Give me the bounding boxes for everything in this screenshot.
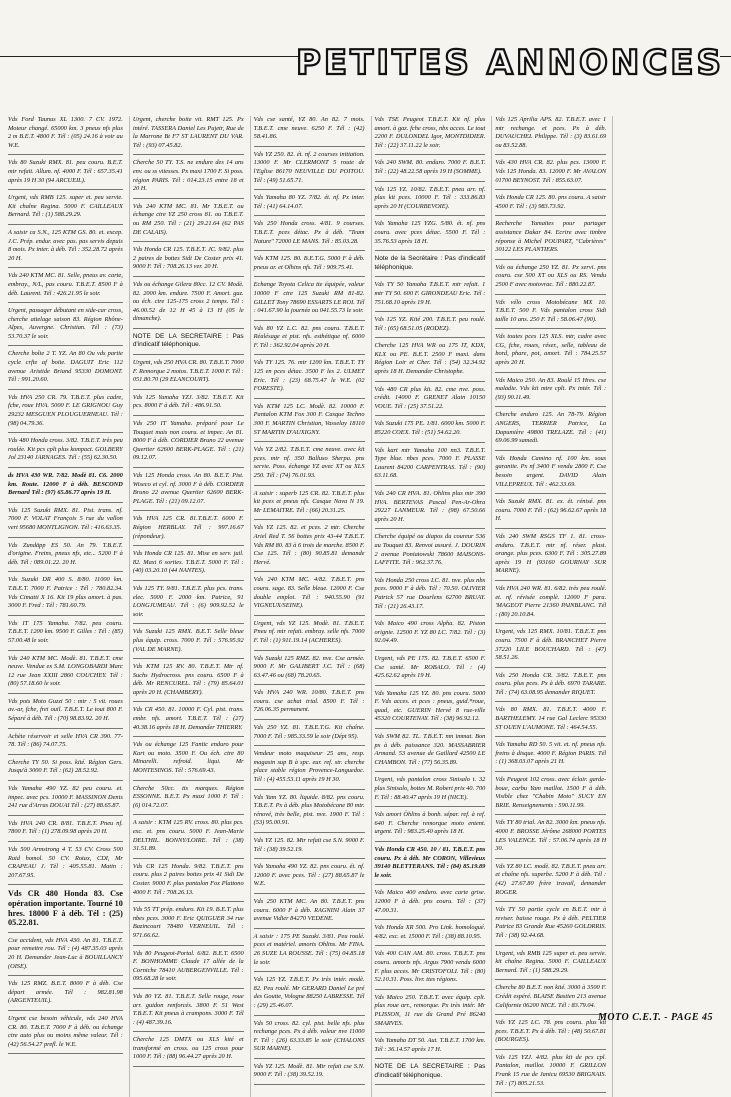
classified-ad: Cherche boîte 2 T. YZ. An 80 Ou vds partie cycle crfte af boite. DAGUIT Eric 112 avenue Aristide Briand 95330 DOMONT. Tél : 991.20.60. xyxy=(8,350,123,389)
classified-ad: Vds 80 Peugeot-Portal. 6/82. B.E.T. 6500 F. BONHOMME Claude 17 allée de la Corniche 78410 AUBERGENVILLE. Tél : 095.68.28 le soir. xyxy=(133,950,244,989)
classified-ad: Vds 125 YZ. Kité 200. T.B.E.T. peu roulé. Tél : (65) 68.51.05 (RODEZ). xyxy=(375,316,486,338)
classified-ad: Vds YZ 125. Modè. 81. Mtr refait cse S.N. 9000 F. Tél : (38) 39.52.19. xyxy=(254,1063,365,1085)
classified-ad: Vds TY 125. 76. mtr 1200 km. T.B.E.T. TY 125 en pces détac. 3500 F les 2. ULMET Eric. Tél : (23) 68.75.47 le W.E. (02 FORESTE). xyxy=(254,359,365,398)
classified-ad: Vds Yamaha 125 YZG. 5/80. ét. nf. pns couru. avec pces détac. 5500 F. Tél : 35.76.53 après 18 H. xyxy=(375,220,486,251)
classified-ad: Vds Suzuki DR 400 S. 8/80. 11000 km. T.B.E.T. 7000 F. Patrice : Tél : 780.82.34. Vds Cimatti X 16. Kit 19 plus amort. à pas. 3000 F. Fred : Tél : 781.60.79. xyxy=(8,576,123,615)
classified-ad: Vds YZ 250. 82. ét. nf. 2 courses initiation. 13000 F. Mr CLERMONT 5 route de l'Eglise 86170 NEUVILLE DU POITOU. Tél : (49) 51.65.71. xyxy=(254,151,365,190)
classified-ad: Vds 250 IT Yamaha. préparé pour Le Touquet mais non couru. et impec. An 81. 8000 F à déb. CORDIER Bruno 22 avenue Quertier 62600 BERK-PLAGE. Tél : (21) 09.12.07. xyxy=(133,420,244,468)
classified-ad: Vds CR 450. 81. 10000 F. Cyl. pist. trans. embr. nfs. amort. T.B.E.T. Tél : (27) 40.38.16 après 18 H. Demander THIERRY. xyxy=(133,706,244,737)
classified-ad: Vds 480 Honda cross. 3/82. T.B.E.T. très peu roulée. Kit pcs cplt plus kompact. GOLBERY Jol 23140 JARNAGES. Tél : (55) 62.30.50. xyxy=(8,437,123,468)
classified-ad: Vds 125 Yamaha YZJ. 3/82. T.B.E.T. Kit pcs. 8000 F à déb. Tél : 486.91.50. xyxy=(133,394,244,416)
classified-ad: Vds 50 cross. 82. cyl. pist. belle nfs. plus rechange pces. Px à déb. valeur nve 11000 F. Tél : (26) 63.33.85 le soir (CHALONS SUR MARNE). xyxy=(254,1020,365,1059)
classified-ad: Vds 125 YZJ. 4/82. plus kit de pcs cpl. Pantalon, maillot. 10000 F. GRILLON Frank 15 rue de Janicu 69530 BRIGNAIS. Tél : (7) 805.21.53. xyxy=(495,1054,606,1093)
classified-ad: Vds 430 HVA CR. 82. plus pcs. 13000 F. Vds 125 Honda. 83. 12000 F. Mr AVALON 01700 BEYNOST. Tél : 855.63.07. xyxy=(495,159,606,190)
classified-ad: Cherche 125 DMTX ou XLS kité et transformé en cross. ou 125 cross pour 1000 F. Tél : (88) 96.44.27 après 20 H. xyxy=(133,1036,244,1067)
classified-ad: Vds CR 125 Honda. 9/82. T.B.E.T. pns couru. plus 2 paires bottes prix 41 Sidi De Coster. 9000 F. plus pantalon Fox Plattono 4000 F. Tél : 708.26.13. xyxy=(133,863,244,902)
classified-ad: Vds Honda CR 450. 10 / 81. T.B.E.T. pns couru. Px à déb. Mr CORON, Villevieux 39140 BLETTERANS. Tél : (84) 85.19.89 le soir. xyxy=(375,846,486,885)
classified-ad: Urgent, cherche boite vit. RMT 125. Px intéré. TASSERA Daniel Les Pujetr, Rue de la Marrone Bt F7 ST LAURENT DU VAR. Tél : (93) 07.45.82. xyxy=(133,116,244,155)
classified-ad: Vds Honda Camino nf. 100 km. sous garantie. Px nf 3400 F vendu 2800 F. Cse besoin argent. DAVID Alain VILLEPREUX. Tél : 462.33.69. xyxy=(495,455,606,494)
classified-ad: Vds 125 YZ. T.B.E.T. Px très intér. modè. 82. Peu roulé. Mr GERARD Daniel Le pré des Goutte, Vologne 88250 LABRESSE. Tél : (29) 25.46.07. xyxy=(254,976,365,1015)
classified-ad: Vds 250 Honda CR. 3/82. T.B.E.T. pns couru. plus pces. Px à déb. 6970 TARARE. Tél : (74) 63.08.95 demander RIQUET. xyxy=(495,672,606,703)
section-title xyxy=(296,30,724,90)
secretary-note: NOTE DE LA SECRETAIRE : Pas d'indicatif téléphonique. xyxy=(133,333,244,355)
classified-ad: Vds Yamaha 490 YZ. 82. pns couru. ét. nf. 12000 F. avec pces. Tél : (27) 88.65.87 le W.E. xyxy=(254,863,365,894)
classified-ad: Vds Maico 400 enduro. avec carte grise. 12000 F à déb. pns couru. Tél : (37) 47.00.31. xyxy=(375,889,486,920)
classified-ad: Vds 80 YZ. 81. T.B.E.T. Selle rouge, roue arr. guidon renforcés. 3800 F. 51 West T.B.E.T. Kit pneus à crampons. 3000 F. Tél : (4) 487.39.16. xyxy=(133,993,244,1032)
classified-ad: Vds Yamaha 125 YZ. 80. pns couru. 5000 F. Vds acces. et pces : pneus, guid.*roue, quad, etc. GUERIN Hervé 8 rue-ville 45320 COURTENAY. Tél : (38) 96.92.12. xyxy=(375,690,486,729)
classified-ad: Cherche 125 HVA WR ou 175 IT, KDX, KLX ou PE. B.E.T. 2500 F maxi. dans Région Loir et Cher. Tél : (54) 32.34.92 après 18 H. Demander Christophe. xyxy=(375,342,486,381)
classified-ad: Vds 240 CR HVA. 81. Ohlins plus mtr 390 HVA. BERTEVAS Pascal Pen-Ar-Ohra 29227 LANMEUR. Tél : (98) 67.50.66 après 20 H. xyxy=(375,490,486,529)
classified-ad: Vds HVA 240 WR. 81. 6/82. très peu roulé. et. nf. révisée complè. 12000 F para. 'MAGEOT Pierre 21360 PAINBLANC. Tél : (80) 20.10.84. xyxy=(495,585,606,624)
classified-ad: ds HVA 430 WR. 7/82. Modè 81. C6. 2000 km. Route. 12000 F à déb. BESCOND Bernard Tél : (97) 65.86.77 après 19 H. xyxy=(8,472,123,503)
classified-ad: Vds Zundäpp ES 50. An 79. T.B.E.T. d'origine. Freins, pneus nfs, etc... 5200 F à déb. Tél : 089.01.22. 20 H. xyxy=(8,542,123,573)
classified-ad: Cherche 50 TY. T.S. ne endure des 14 ans env. ou ss vitesses. Px maxi 1700 F. Si poss. région PARIS. Tél : 014.23.15 entre 18 et 20 H. xyxy=(133,159,244,198)
classified-ad: Urgent, vds YZ 125. Modè. 81. T.B.E.T. Pneu nf. mtr refait. embray. selle nfs. 7000 F. Tél : (1) 911.19.14 (ACHERES). xyxy=(254,620,365,651)
classified-ad: Vds KTM 125 RV. 80. T.B.E.T. Mtr nf. Suchs Hydrocross. pns couru. 6500 F à déb. Mr RENCUREL. Tél : (79) 85.64.01 après 20 H. (CHAMBERY). xyxy=(133,663,244,702)
classified-ad: Vds Yamaha 80 YZ. 7/82. ét. nf. Px inter. Tél : (41) 64.14.07. xyxy=(254,194,365,216)
classified-ad: Vds 500 Armstrong 4 T. 53 CV. Cross 500 Raid homol. 50 CV. Rotax, CDI, Mr CRAPEAU J. Tél : 405.55.81. Matin : 207.67.95. xyxy=(8,846,123,885)
classified-ad: Vds ou échange Gilera 80cc. 12 CV. Modè. 82. 2000 km. endure. 7500 F. Amort. gaz. ou éch. ctre 125-175 cross 2 temps. Tél : 46.00.52 de 12 H 45 à 13 H (05 le dimanche). xyxy=(133,281,244,329)
classified-ad: Cherche enduro 125. An 78-79. Région ANGERS, TERRIER Patrice, La Dapumière 49800 TRELAZE. Tél : (41) 69.06.99 samedi. xyxy=(495,411,606,450)
classified-ad: Vds Yamaha RD 50. 5 vit. et. nf. pneus nfs. freins à disque. 4000 F. Région PARIS. Tél : (1) 368.03.07 après 21 H. xyxy=(495,741,606,772)
classified-ad: Vds HVA 250 CR. 79. T.B.E.T. plus cadre, fche, roue HVA. 5000 F. LE GRIGNOU Guy 29232 MESGUEN PLOUGUERNEAU. Tél : (98) 04.79.36. xyxy=(8,394,123,433)
ads-column-6 xyxy=(612,116,727,1097)
classified-ad: Vds HVA 240 WR. 10/80. T.B.E.T. pns couru. cse achat trial. 8500 F. Tél : 726.06.35 permanent. xyxy=(254,689,365,720)
classified-ad: Vds 125 Honda cross. An 80. B.E.T. Pist. Wiseco et cyl. nf. 3000 F à déb. CORDIER Bruno 22 avenue Quertier 62600 BERK-PLAGE. Tél : (21) 09.12.07. xyxy=(133,472,244,511)
classified-ad: Urgent, passager débutant en side-car cross, cherche attelage saison 83. Région Rhône-Alpes, Auvergne. Christian. Tél : (73) 53.70.37 le soir. xyxy=(8,307,123,346)
secretary-note: Note de la Secrétaire : Pas d'indicatif téléphonique. xyxy=(375,255,486,277)
classified-ad: Vds Ford Taunus XL 1300. 7 CV. 1972. Moteur changé. 65000 km. 3 pneus nfs plus 2 m B.E.T. 4800 F. Tél : (05) 24.16 à voir au W.E. xyxy=(8,116,123,155)
classified-ad: Vds Suzuki 175 PE. 1/81. 6000 km. 5000 F. 85220 COEX. Tél : (51) 54.62.20. xyxy=(375,420,486,442)
classified-ad: Vds Honda 250 cross LC. 81. nve. plus nbx pces. 9000 F à déb. Tél : 70.50. OLIVIER Patrick 57 rue Dourlens 62700 BRUAY. Tél : (21) 26.43.17. xyxy=(375,577,486,616)
classified-ad: Vds Peugeot 102 cross. avec éclair. garde-boue, carbu Yam maillot. 1500 F à déb. Visible chez "Chabin Moto" SUCY EN BRIE. Renseignements : 590.11.99. xyxy=(495,776,606,815)
classified-ad: Vds YZ 125. 82. et pces. 2 mtr. Cherche Ariel Red T. 56 bottes prix 43-44 T.B.E.T. Vds RM 80. 83 à 6 trois de marche. 8500 F. Cse 125. Tél : (80) 90.85.81 demande Hervé. xyxy=(254,524,365,572)
classified-ad: Vds 125 YZ. 10/82. T.B.E.T. pneu arr. nf. plus kit pces. 10000 F. Tél : 333.86.83 après 20 H (COURBEVOIE). xyxy=(375,186,486,217)
classified-ad: Vds 240 SWM. 80. enduro. 7000 F. B.E.T. Tél : (22) 48.22.58 après 19 H (SOMME). xyxy=(375,159,486,181)
classified-ad: Vendeur moto maquiseur 25 ans, resp. magasin sup B à spc. eur. ref. str. cherche place stable région Provence-Languedoc. Tél : (4) 455.53.11 après 19 H 30. xyxy=(254,750,365,789)
classified-ad: Vds YZ 2/82. T.B.E.T. cme neuve. avec kit pces. mtr nf. 350 Balluso Sherpa. pns servie. Poss. échange YZ avec XT ou XLS 250. Tél : (74) 76.01.93. xyxy=(254,446,365,485)
classified-ad: Vds Honda CR 125. 80. pns couru. A saisir 4500 F. Tél : (3) 983.73.92. xyxy=(495,194,606,216)
classified-ad: A saisir : KTM 125 RV. cross. 80. plus pcs. exc. et. pns couru. 5000 F. Jean-Marie DELTHIL. BONNY/LOIRE. Tél : (38) 31.51.89. xyxy=(133,819,244,858)
classified-ad: Urgent, vds 250 HVA CR. 80. T.B.E.T. 7000 F. Remorque 2 motos. T.B.E.T. 1000 F. Tél : 051.80.70 (29 ELANCOURT). xyxy=(133,359,244,390)
secretary-note: NOTE DE LA SECRETAIRE : Pas d'indicatif téléphonique. xyxy=(375,1063,486,1085)
ads-column-3 xyxy=(250,116,365,1097)
classified-ad: Vds HVA 240 CR. 8/81. T.B.E.T. Pneu nf. 7800 F. Tél : (1) 278.09.98 après 20 H. xyxy=(8,820,123,842)
classified-ad: Cherche 50cc. tts marques. Région ESSONNE. B.E.T. Px maxi 1000 F. Tél : (6) 014.72.07. xyxy=(133,785,244,816)
classified-ad: Vds YZ 80 LC. modè. 82. T.B.E.T. pneu arr. et chaîne nfs. superbe. 5200 F à déb. Tél : (42) 27.67.80 frère travail, demander ROGER. xyxy=(495,863,606,902)
classified-ad: Vds TSE Peugeot T.B.E.T. Kit nf. plus amort. à gaz. fche cross, nbx acces. Le tout 2200 F. DULONDEL Igor, MONTDIDIER. Tél : (22) 37.11.22 le soir. xyxy=(375,116,486,155)
classified-ad: Vds 240 KTM MC. 81. Selle, pneus av. carte, embray., N/L, pas couru. T.B.E.T. 8500 F à déb. Laurent. Tél : 426.21.95 le soir. xyxy=(8,272,123,303)
classified-ad: Urgent, vds RMB 125 super et. peu servie. kit chaîne Regina. 5000 F. CAILLEAUX Bernard. Tél : (1) 588.29.29. xyxy=(495,950,606,981)
classified-ad: Urgent, vds RMB 125. super et. peu servie. Kit chaîne Regina. 5000 F. CAILLEAUX Bernard. Tél : (1) 588.29.29. xyxy=(8,194,123,225)
classified-ad: Urgent, vds 125 RMX. 10/81. T.B.E.T. pns couru. 7500 F à déb. BRANCHET Pierre 37220 LILE BOUCHARD. Tél : (47) 58.51.26. xyxy=(495,628,606,667)
classified-ad: Vds 480 CR plus kit. 82. cme nve. poss. crédit. 14000 F. GRENET Alain 10150 VOUE. Tél : (25) 37.51.22. xyxy=(375,386,486,417)
classified-ad: Vds 55 TT prép. enduro. Kit 19. B.E.T. plus nbes pces. 3000 F. Eric QUIGUER 34 rue Bazincourt 78480 VERNEUIL. Tél : 971.66.62. xyxy=(133,906,244,945)
classified-ad: Vds KTM 125 LC. Modè. 82. 10000 F. Pantalon KTM Fox 300 F. Casque Techno 300 F. MARTIN Christian, Vasselay 18110 ST MARTIN D'AUXIGNY. xyxy=(254,403,365,442)
ads-column-1 xyxy=(8,116,123,1097)
classified-ad: Vds Honda CR 125. T.B.E.T. JC. 9/82. plus 2 paires de bottes Sidi De Coster prix 41. 9000 F. Tél : 708.26.13 ver. 20 H. xyxy=(133,246,244,277)
classified-ad: Cherche 80 B.E.T. non kité. 3000 à 3500 F. Crédit espéré. BLAISE Bastien 213 avenue Californie 06200 NICE. Tél : 83.79.04. xyxy=(495,984,606,1015)
classified-ad: Vds HVA 125 CR. 81.T.B.E.T. 6000 F. Région HERBLAY. Tél : 997.16.67 (répondeur). xyxy=(133,515,244,546)
classified-ad: Vds toutes pces 125 XLS. mtr, cadre avec CG, fche, roues, réser., selle, tableau de bord, phare, pot, amort. Tél : 784.25.57 après 20 H. xyxy=(495,333,606,372)
ads-column-2 xyxy=(129,116,244,1097)
classified-ad: Vds 250 YZ. 81. T.B.E.T.G. Kit chaîne. 7000 F. Tél : 985.33.59 le soir (Dépt 95). xyxy=(254,724,365,746)
classified-ad: Vds ou échange 250 YZ. 81. Px servi. pns couru. cse 500 XT ou XLS ou RS. Vendu 2500 F avec motovrac. Tél : 880.22.87. xyxy=(495,264,606,295)
classified-ad: Cherche TY 50. Si poss. kité. Région Gers. Jusqu'à 3000 F. Tél : (62) 28.52.92. xyxy=(8,759,123,781)
classified-ad: Vds Suzuki 125 RMX. B.E.T. Selle bleue plus équip. cross. 7000 F. Tél : 576.95.92 (VAL DE MARNE). xyxy=(133,628,244,659)
classified-ad: Echange Toyota Celica tte équipée, valeur 10000 F ctre 125 Suzuki RM 81-82. GILLET Tony 78690 ESSARTS LE ROI. Tél : 041.67.90 la journée ou 041.55.73 le soir. xyxy=(254,281,365,320)
classified-ad: Vds kart mtr Yamaha 100 nn3. T.B.E.T. Type blue. nbes pces. 7000 F. PLASSE Laurent 84200 CARPENTRAS. Tél : (90) 63.11.68. xyxy=(375,447,486,486)
classified-ad: Vds Maico 490 cross Alpha. 82. Piston orignie. 12500 F. YZ 80 LC. 7/82. Tél : (3) 92.04.49. xyxy=(375,620,486,651)
section-title-graphic xyxy=(296,30,724,90)
classified-ad: Vds 240 KTM MC. 81. Mr T.B.E.T. ou échange ctre YZ 250 cross 81. ou T.B.E.T. ou RM 250. Tél : (21) 29.21.64 (62 PAS DE CALAIS). xyxy=(133,203,244,242)
classified-ad: Vds Maico 250. T.B.E.T. avec équip. cplt. plus roue arr., remorque. Px très intér. Mr PLISSON, 11 rue du Grand Pré 86240 SMARVES. xyxy=(375,994,486,1033)
ads-column-4 xyxy=(371,116,486,1097)
classified-ad: Vds 400 CAN AM. 80. cross. T.B.E.T. pns couru. amorts nfs. Argus 7900 vendu 6000 F. plus acces. Mr CRISTOFOLI. Tél : (80) 52.10.31. Poss. livr. ttes régions. xyxy=(375,950,486,989)
classified-ad: Vds TY 50 partie cycle en B.E.T. mtr à reviser. baisse rouge. Px à déb. PELTIER Patrice 83 Grande Rue 45260 GOLDRRIS. Tél : (38) 92.44.68. xyxy=(495,906,606,945)
classified-ad: Vds Suzuki RMX. 81. ex. ét. rénisé. pns couru. 7000 F. Tél : (62) 96.62.67 après 18 H. xyxy=(495,498,606,529)
classified-ad: Vds 240 KTM MC. 4/82. T.B.E.T. pns couru. sage. 83. Selle bleue. 12000 F. Cse double emploi. Tél : 940.55.90 (91 VIGNEUX/SEINE). xyxy=(254,576,365,615)
classified-ad: A saisir : 175 PE Suzuki. 3/81. Peu roulé. pces et matériel. amorts Ohlins. Mr FINA. 26 SUZE LA ROUSSE. Tél : (75) 04.85.18 le soir. xyxy=(254,933,365,972)
classified-ad: A saisir ca S.N., 125 KTM GS. 80. et. excep. J.C. Prép. endur. avec pas. pas servis depuis 8 mois. Px inter. à déb. Tél : 352.28.72 après 20 H. xyxy=(8,229,123,268)
page-footer: MOTO C.E.T. - PAGE 45 xyxy=(597,1012,713,1023)
classified-ad: Vds 240 SWM RSGS TF 1. 81. cross-enduro. T.B.E.T. mtr nf. réser. plast. orange. plus pces. 6300 F. Tél : 305.27.89 après 19 H (93160 GOURNAY SUR MARNE). xyxy=(495,533,606,581)
classified-ad: A saisir : superb 125 CR. 82. T.B.E.T. plus kit pces et pneus nfs. Casque Nava N 19. Mr LEMAITRE. Tél : (66) 20.31.25. xyxy=(254,490,365,521)
classified-ad: Vds IT 175 Yamaha. 7/82. peu couru. T.B.E.T. 1200 km. 9500 F. Gilles : Tél : (85) 57.00.48 le soir. xyxy=(8,620,123,651)
classified-ad: Vds YZ 125. 82. Mtr refait cse S.N. 9000 F. Tél : (38) 39.52.19. xyxy=(254,837,365,859)
classified-ad: Cse accident, vds HVA 430. An 81. T.B.E.T. pour remettre rou. Tél : (4) 487.35.03 après 20 H. Demander Jean-Luc à BOUILLANCY (OISE). xyxy=(8,937,123,976)
classified-ad: Vds Yamaha 490 YZ. 82 peu couru. et. impec. avec pcs. 10000 F. MASSINON Denis 241 rue d'Arras DOUAI Tél : (27) 88.65.87. xyxy=(8,785,123,816)
classified-ad: Vds 125 Suzuki RMX. 81. Pist. trans. nf. 7000 F. VOLAT François 5 rue du vallon vert 95680 MONTLIGNON. Tél : 416.63.35. xyxy=(8,507,123,538)
classified-ad: Vds 125 TY. 9/81. T.B.E.T. plus pcs. trans. elec. 5000 F. 2000 km. Patrice, 91 LONGJUMEAU. Tél : (6) 909.92.52 le soir. xyxy=(133,585,244,624)
classified-ad: Vds YZ 125 LC. 78. pns couru. plus kit pces. T.B.E.T. Px à déb. Tél : (48) 50.67.81 (BOURGES). xyxy=(495,1019,606,1050)
classified-ad: Vds Maico 250. An 83. Roulé 15 Hres. cse maladie. Vds kit mtre cplt. Px intér. Tél : (93) 90.11.49. xyxy=(495,377,606,408)
classified-ad: Recherche Yamaites pour partager assistance Dakar 84. Ecrire avec timbre réponse à Michel POUPART, "Cabrières" 30122 LES PLANTIERS. xyxy=(495,220,606,259)
classified-ad: Vds 250 Honda cross. 4/81. 9 courses. T.B.E.T. pces détac. Px à déb. "Team Nature" 72000 LE MANS. Tél : 85.03.28. xyxy=(254,220,365,251)
classified-ad: Vds ou échange 125 Fantic enduro pour Kart ou moto. 3500 F. Ou éch. ctre 80 Minarelli. refroid. liqui. Mr MONTESINOS. Tél : 576.69.43. xyxy=(133,741,244,780)
classified-ad: Vds 240 KTM MC. Modè. 81. T.B.E.T. cme neuve. Vendue ex S.M. LONGOBARDI Marc 12 rue Jean XXIII 2860 COUCHEY. Tél : (80) 57.18.60 le soir. xyxy=(8,655,123,694)
classified-ad: Vds Honda CR 125. 81. Mise en serv. juil. 82. Maxi 6 sorties. T.B.E.T. 5000 F. Tél : (40) 03.20.10 (44 NANTES). xyxy=(133,550,244,581)
classified-ad: Vds KTM 125. 80. B.E.T.G. 5000 F à déb. pneus ar. et Olhins nfs. Tél : 909.75.41. xyxy=(254,255,365,277)
classified-ad: Vds 80 RMX. 81. T.B.E.T. 4000 F. BARTHELEMY. 14 rue Gal Leclerc 95330 ST OUEN L'AUMONE. Tél : 464.54.55. xyxy=(495,706,606,737)
classified-ad: Vds cse santé, YZ 80. An 82. 7 mois. T.B.E.T. cme neuve. 6250 F. Tél : (42) 58.41.86. xyxy=(254,116,365,147)
classified-ad: Vds 125 RMZ. B.E.T. 8000 F à déb. Cse départ armée. Tél : 982.81.98 (ARGENTEUIL). xyxy=(8,980,123,1011)
classified-ad: Vds 80 YZ L.C. 82. pns couru. T.B.E.T. Réalésage et pist. nfs. esthétique nf. 6000 F. Tél : 362.92.04 après 20 H. xyxy=(254,325,365,356)
classified-ad: Vds Yamaha DT 50. Aut. T.B.E.T. 1700 km. Tél : 36.14.57 après 17 H. xyxy=(375,1037,486,1059)
classified-ad: Vds 80 Suzuki RMX. 81. peu couru. B.E.T. mtr refait. Allum. nf. 4000 F. Tél : 657.35.41 après 19 H 30 (94 ARCUEIL). xyxy=(8,159,123,190)
page-header xyxy=(0,0,731,112)
classified-ad: Vds 125 Aprilia APS. 82. T.B.E.T. avec 1 mtr rechange. et pces. Px à déb. DUVAUCHEL Philippe. Tél : (3) 83.61.69 ou 83.52.88. xyxy=(495,116,606,155)
classified-ad: Vds SWM 82. TL. T.B.E.T. nm immat. Bon px à déb. puissance 320. MASSABRIER Armand. 53 avenue de Gaillard 42500 LE CHAMBON. Tél : (77) 56.35.89. xyxy=(375,733,486,772)
classified-ad: Vds amort Öhlins à bonb. sépar. ref. à ref. 640 F. Cherche remorque moto entent. urgent. Tél : 983.25.40 après 18 H. xyxy=(375,811,486,842)
classified-ad: Vds vélo cross Motobécane MX 10. T.B.E.T. 500 F. Vds pantalon cross Sidi taille 10 ans. 250 F. Tél : 58.06.47 (90). xyxy=(495,299,606,330)
classified-ad: Vds Suzuki 125 RMZ. 82. nve. Cse armée. 9000 F. Mr GALIBERT J.C. Tél : (68) 63.47.46 ou (68) 78.20.65. xyxy=(254,655,365,686)
section-title-text: PETITES ANNONCES xyxy=(296,43,724,83)
classified-ad: Vds Honda XR 500. Pro Link. homologué. 4/82. exc. et. 15000 F. Tél : (38) 88.10.95. xyxy=(375,924,486,946)
ads-column-5 xyxy=(491,116,606,1097)
classified-ad: Vds TY 50 Yamaha T.B.E.T. mtr refait. 1 mtr TY 50. 600 F. GIRONDEAU Eric. Tél : 751.68.10 après 19 H. xyxy=(375,281,486,312)
classified-ad: Achète réservoir et selle HVA CR 390. 77-78. Tél : (86) 74.07.75. xyxy=(8,733,123,755)
classified-ad: Vds TY 80 trial. An 82. 3000 km. pneus nfs. 4000 F. BROSSE Jérôme 268000 PORTES LES VALENCE. Tél : 57.06.74 après 18 H 30. xyxy=(495,819,606,858)
classified-ad: Cherche équipé ou diapos du coureur 536 au Touquet 83. Renvoi assuré. J. DOURIN 2 avenue Poniatowski 78600 MAISONS-LAFFITE. Tél : 962.37.76. xyxy=(375,533,486,572)
classified-ad: Vds CR 480 Honda 83. Cse opération importante. Tourné 10 hres. 18000 F à déb. Tél : (25) 05.22.81. xyxy=(8,889,123,932)
classified-ad: Vds 250 KTM MC. An 80. T.B.E.T. pns couru. 6000 F à déb. RAGNINI Alain 37 avenue Vidier 84270 VEDENE. xyxy=(254,898,365,929)
classified-ad: Urgent, vds pantalon cross Sinisalo t. 32 plus Sinisalo, bottes M. Robert prix 40. 700 F. Tél : 88.40.47 après 19 H (NICE). xyxy=(375,776,486,807)
classified-ad: Urgent cse besoin véhicule, vds 240 HVA CR. 80. T.B.E.T. 7000 F à déb. ou échange ctre auto plus ou moins même valeur. Tél : (42) 56.54.27 prefl. le W.E. xyxy=(8,1015,123,1054)
classified-ad: Vds Yam YZ. 80. liquide. 8/82. pns couru. T.B.E.T. Px à déb. plus Motobécane 80 mtr. rénové, très belle, pist. nve. 1900 F. Tél : (53) 95.00.91. xyxy=(254,794,365,833)
classified-ad: Urgent, vds PE 175. 82. T.B.E.T. 6500 F. Cse santé. Mr ROBALO. Tél : (4) 425.62.62 après 19 H. xyxy=(375,655,486,686)
classified-ad: Vds pots Moto Guzzi 50 : mtr : 5 vit. roues av.-ar, fche, frei ouil. T.B.E.T. Le tout 800 F. Séparé à déb. Tél : (70) 98.83.92. 20 H. xyxy=(8,698,123,729)
